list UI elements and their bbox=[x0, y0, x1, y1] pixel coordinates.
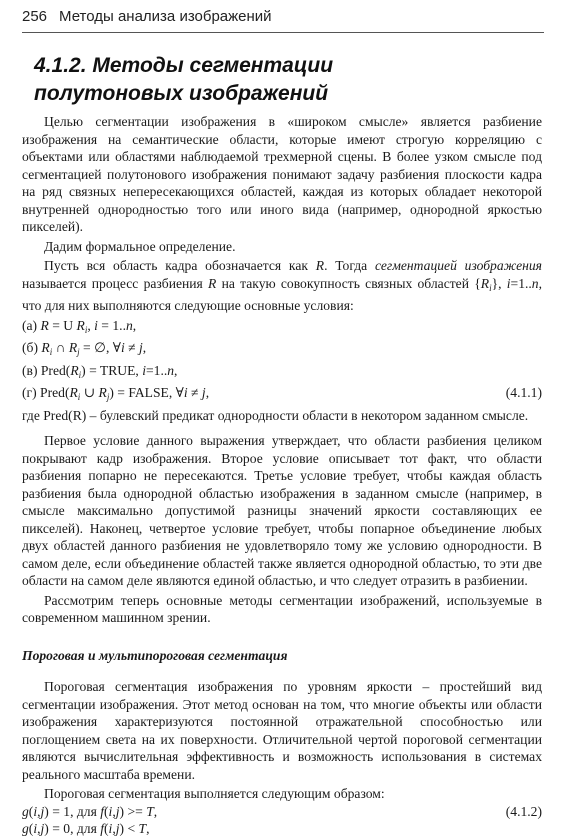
paragraph-5: Рассмотрим теперь основные методы сегментации изображений, используемые в современном машинном зрении. bbox=[22, 592, 542, 625]
paragraph-6: Пороговая сегментация изображения по уровням яркости – простейший вид сегментации изображения. Этот метод основан на том, что многие объекты или области изображения характеризуются постоянной отражательной способностью или поглощением света на их поверхности. Отличительной чертой пороговой сегментации являются вычислительная эффективность и возможность использования в системах реального масштаба времени. bbox=[22, 679, 542, 782]
paragraph-7: Пороговая сегментация выполняется следующим образом: bbox=[44, 786, 385, 801]
paragraph-1: Целью сегментации изображения в «широком смысле» является разбиение изображения на семантические области, которые имеют строгую корреляцию с объектами или областями наблюдаемой трехмерной сцены. В более узком смысле под сегментацией полутонового изображения понимают задачу разбиения плоскости кадра на ряд связных непересекающихся областей, каждая из которых обладает некоторой внутренней однородностью того или иного вида (например, однородной яркостью пикселей). bbox=[22, 114, 542, 234]
paragraph-2: Дадим формальное определение. bbox=[44, 238, 236, 254]
page-number: 256 bbox=[22, 8, 48, 25]
threshold-eq-line2: g(i,j) = 0, для f(i,j) < T, bbox=[22, 821, 150, 836]
section-title-line1: 4.1.2. Методы сегментации bbox=[34, 54, 334, 77]
condition-a: (а) R = U $R_i$, i = 1..n, bbox=[22, 317, 137, 335]
segmentation-conditions bbox=[22, 317, 542, 407]
equation-number-4-1-2: (4.1.2) bbox=[505, 803, 542, 819]
predicate-note: где Pred(R) – булевский предикат однородности области в некотором заданном смысле. bbox=[22, 407, 529, 423]
section-title-line2: полутоновых изображений bbox=[34, 82, 329, 105]
condition-b: (б) $R_i$ ∩ $R_j$ = ∅, ∀i ≠ j, bbox=[22, 340, 147, 357]
running-header bbox=[22, 8, 544, 33]
running-title: Методы анализа изображений bbox=[59, 8, 272, 25]
paragraph-3: Пусть вся область кадра обозначается как R. Тогда сегментацией изображения называется процесс разбиения R на такую совокупность связных областей $\{R_i\}$, i=1..n, что для них выполняются следующие основные условия: bbox=[22, 258, 542, 313]
threshold-eq-line1: g(i,j) = 1, для f(i,j) >= T, (4.1.2) bbox=[22, 803, 542, 819]
condition-d: (г) $Pred(R_i$ ∪ $R_j$) = FALSE, ∀i ≠ j, (4.1.1) bbox=[22, 384, 542, 407]
paragraph-4: Первое условие данного выражения утверждает, что области разбиения целиком покрывают кадр изображения. Второе условие описывает тот факт, что области разбиения попарно не пересекаются. Третье условие требует, чтобы каждая область разбиения была однородной областью изображения в заданном смысле (например, в смысле максимально допустимой разницы значений яркости составляющих ее пикселей). Наконец, четвертое условие требует, чтобы попарное объединение любых двух областей данного разбиения не удовлетворяло тому же условию однородности. В самом деле, если объединение областей также является однородной областью, то эти две области на самом деле являются единой областью, и что следует отразить в разбиении. bbox=[22, 433, 542, 588]
equation-number-4-1-1: (4.1.1) bbox=[505, 385, 542, 400]
subsection-title: Пороговая и мультипороговая сегментация bbox=[22, 647, 288, 663]
condition-c: (в) $Pred(R_i)$ = TRUE, i=1..n, bbox=[22, 362, 178, 380]
body-text bbox=[22, 113, 542, 838]
section-title bbox=[34, 52, 534, 108]
